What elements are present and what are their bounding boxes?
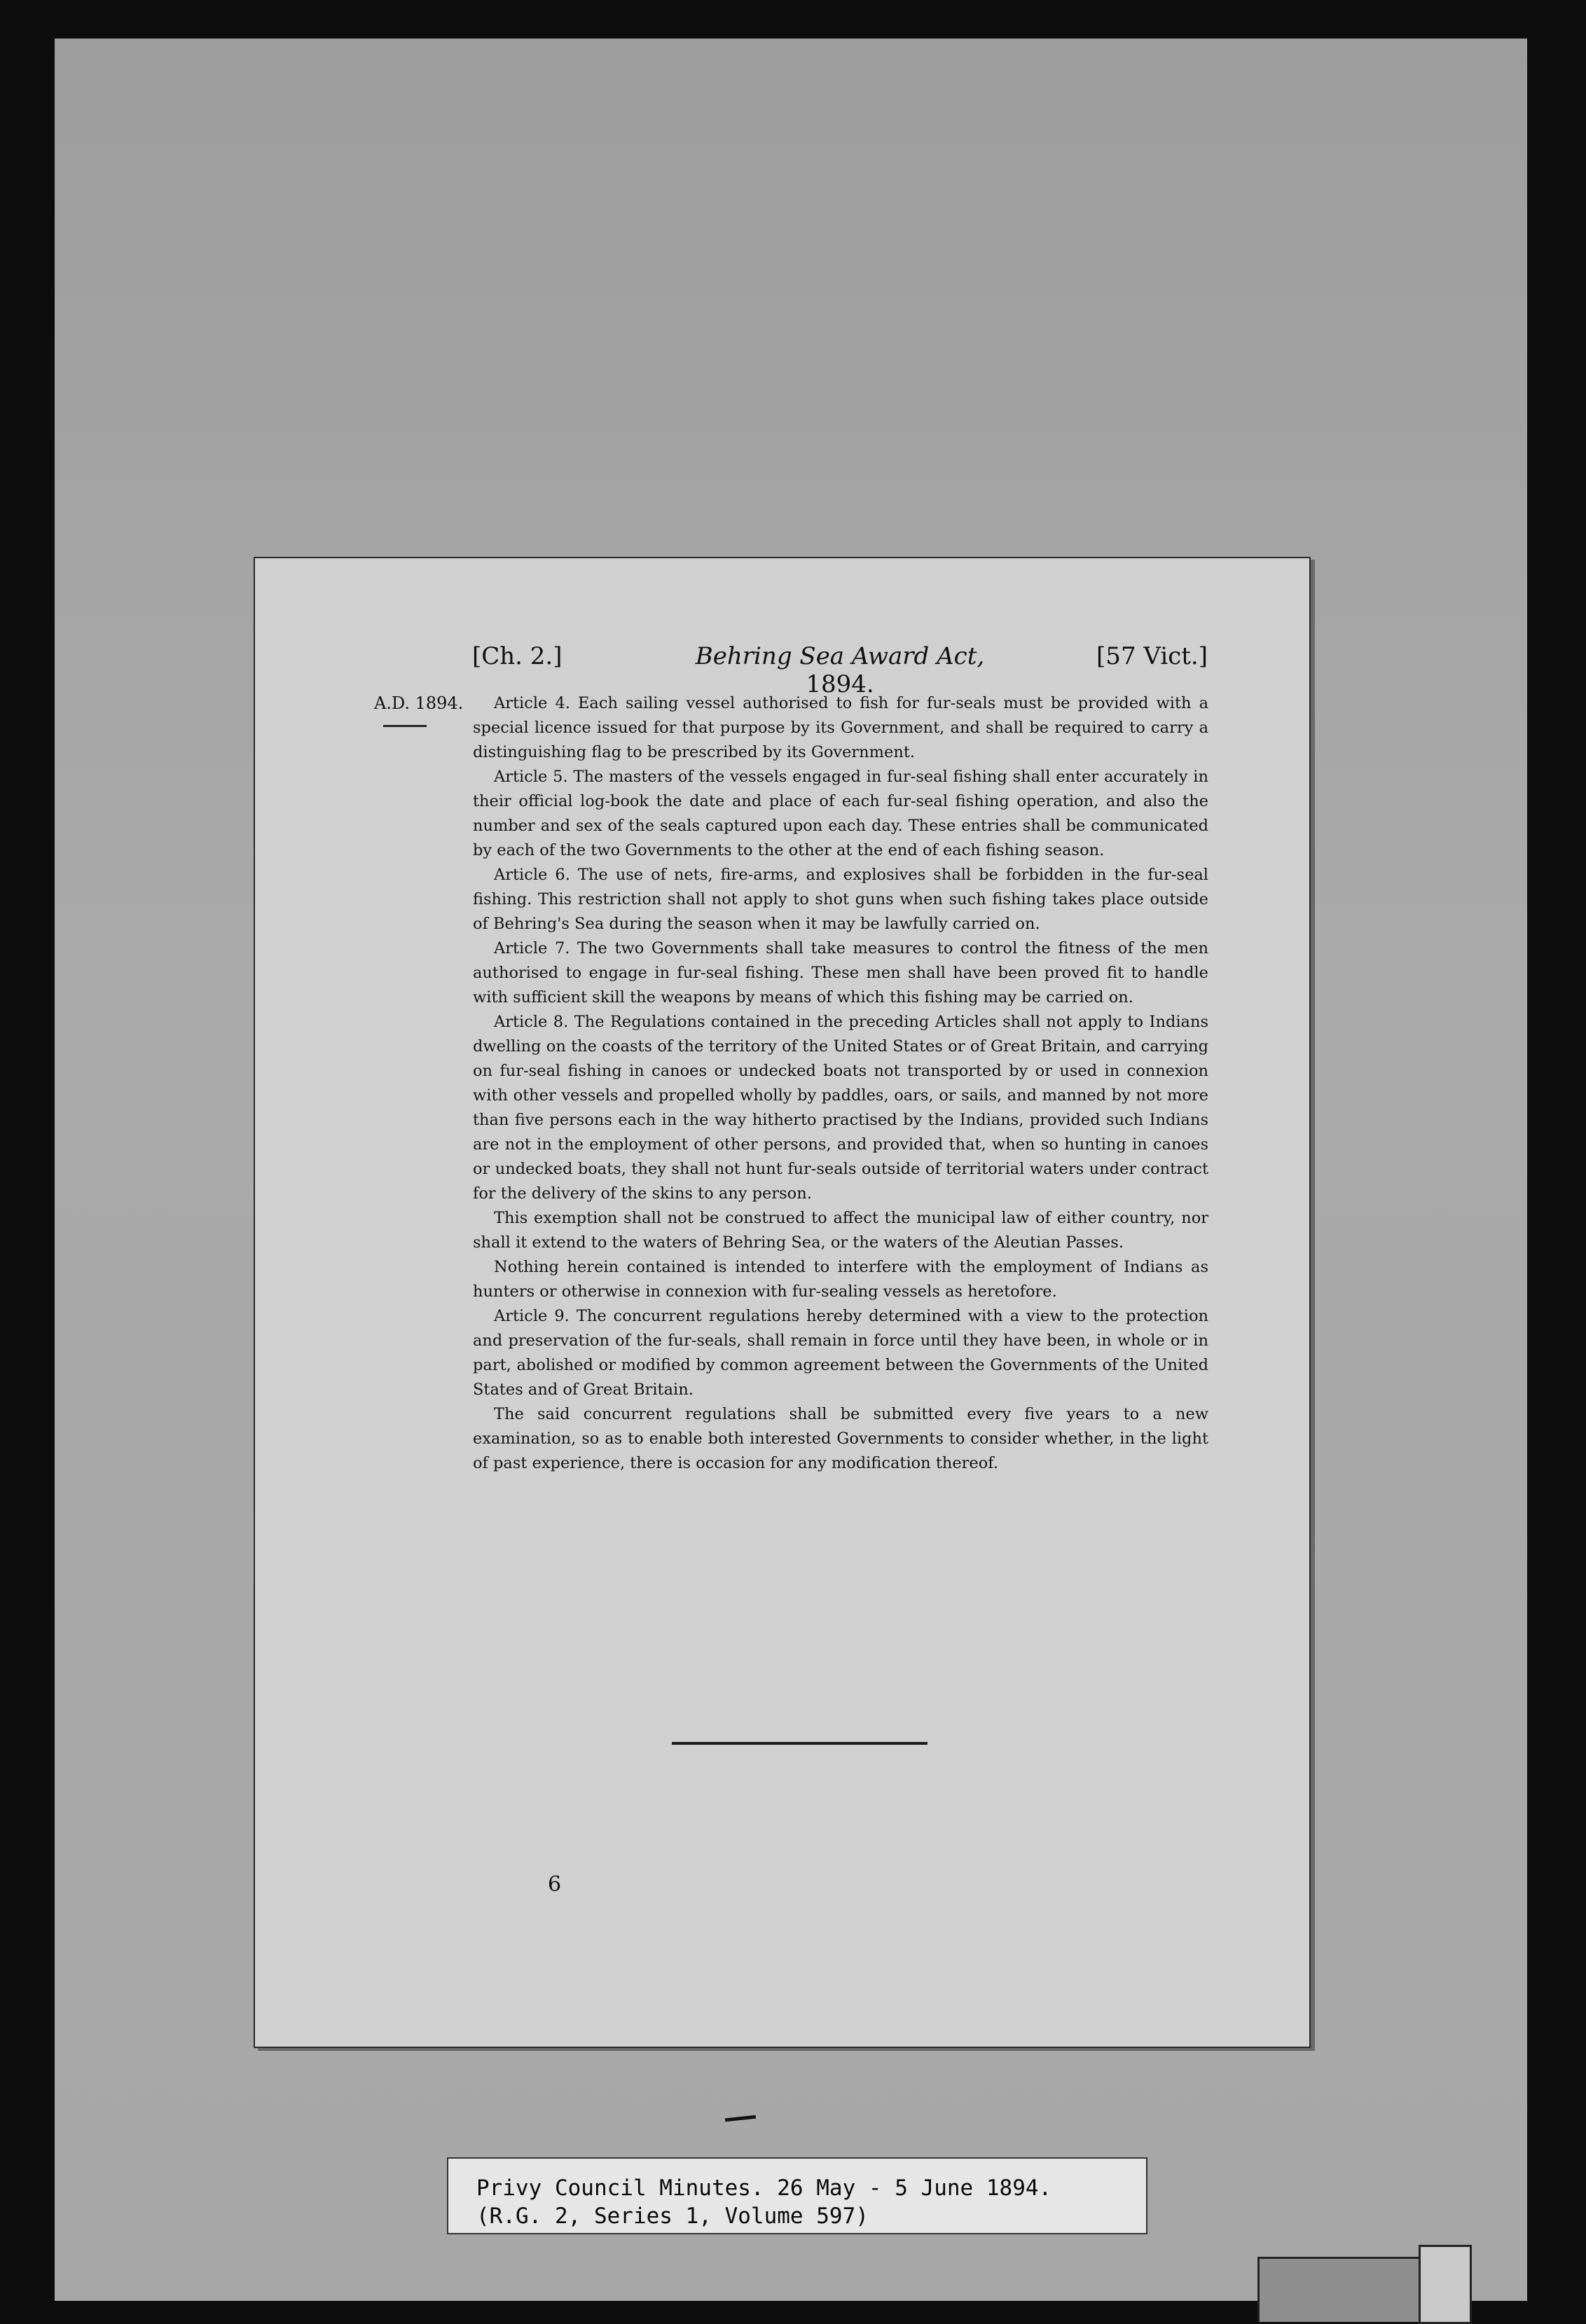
margin-date-note: A.D. 1894. <box>374 693 464 713</box>
caption-line-1: Privy Council Minutes. 26 May - 5 June 1894. <box>476 2176 1052 2201</box>
paragraph-article-6: Article 6. The use of nets, fire-arms, and explosives shall be forbidden in the fur-seal fishing. This restriction shall not apply to shot guns when such fishing takes place outside of Behring's Sea during the season when it may be lawfully carried on. <box>473 866 1208 933</box>
page-number: 6 <box>548 1872 562 1897</box>
paragraph-article-9: Article 9. The concurrent regulations hereby determined with a view to the protection and preservation of the fur-seals, shall remain in force until they have been, in whole or in part, abolished or modified by common agreement between the Governments of the United States and of Great Britain. <box>473 1307 1208 1399</box>
margin-rule <box>383 725 427 727</box>
paragraph-article-8: Article 8. The Regulations contained in the preceding Articles shall not apply to Indians dwelling on the coasts of the territory of the United States or of Great Britain, and carrying on fur-seal fishing in canoes or undecked boats not transported by or used in connexion with other vessels and propelled wholly by paddles, oars, or sails, and manned by not more than five persons each in the way hitherto practised by the Indians, provided such Indians are not in the employment of other persons, and provided that, when so hunting in canoes or undecked boats, they shall not hunt fur-seals outside of territorial waters under contract for the delivery of the skins to any person. <box>473 1013 1208 1203</box>
regnal-year: [57 Vict.] <box>1096 642 1208 670</box>
chapter-heading: [Ch. 2.] <box>472 642 563 670</box>
film-edge-clip <box>1419 2245 1472 2324</box>
act-title <box>658 642 1022 698</box>
closing-rule <box>672 1742 928 1745</box>
paragraph-article-7: Article 7. The two Governments shall take measures to control the fitness of the men authorised to engage in fur-seal fishing. These men shall have been proved fit to handle with sufficient skill the weapons by means of which this fishing may be carried on. <box>473 939 1208 1007</box>
paragraph-exemption: This exemption shall not be construed to affect the municipal law of either country, nor shall it extend to the waters of Behring Sea, or the waters of the Aleutian Passes. <box>473 1209 1208 1252</box>
paragraph-article-5: Article 5. The masters of the vessels engaged in fur-seal fishing shall enter accurately in their official log-book the date and place of each fur-seal fishing operation, and also the number and sex of the seals captured upon each day. These entries shall be communicated by each of the two Governments to the other at the end of each fishing season. <box>473 768 1208 859</box>
paragraph-nothing-herein: Nothing herein contained is intended to interfere with the employment of Indians as hunters or otherwise in connexion with fur-sealing vessels as heretofore. <box>473 1258 1208 1301</box>
act-title-text: Behring Sea Award Act, <box>695 642 985 670</box>
article-text <box>473 691 1208 1476</box>
paragraph-concurrent-regulations: The said concurrent regulations shall be submitted every five years to a new examination, so as to enable both interested Governments to consider whether, in the light of past experience, there is occasion for any modification thereof. <box>473 1405 1208 1472</box>
document-page <box>254 557 1311 2048</box>
paragraph-article-4: Article 4. Each sailing vessel authorised to fish for fur-seals must be provided with a special licence issued for that purpose by its Government, and shall be required to carry a distinguishing flag to be prescribed by its Government. <box>473 694 1208 761</box>
act-year: 1894. <box>806 670 874 698</box>
archive-caption <box>447 2157 1147 2234</box>
caption-line-2: (R.G. 2, Series 1, Volume 597) <box>476 2204 869 2229</box>
